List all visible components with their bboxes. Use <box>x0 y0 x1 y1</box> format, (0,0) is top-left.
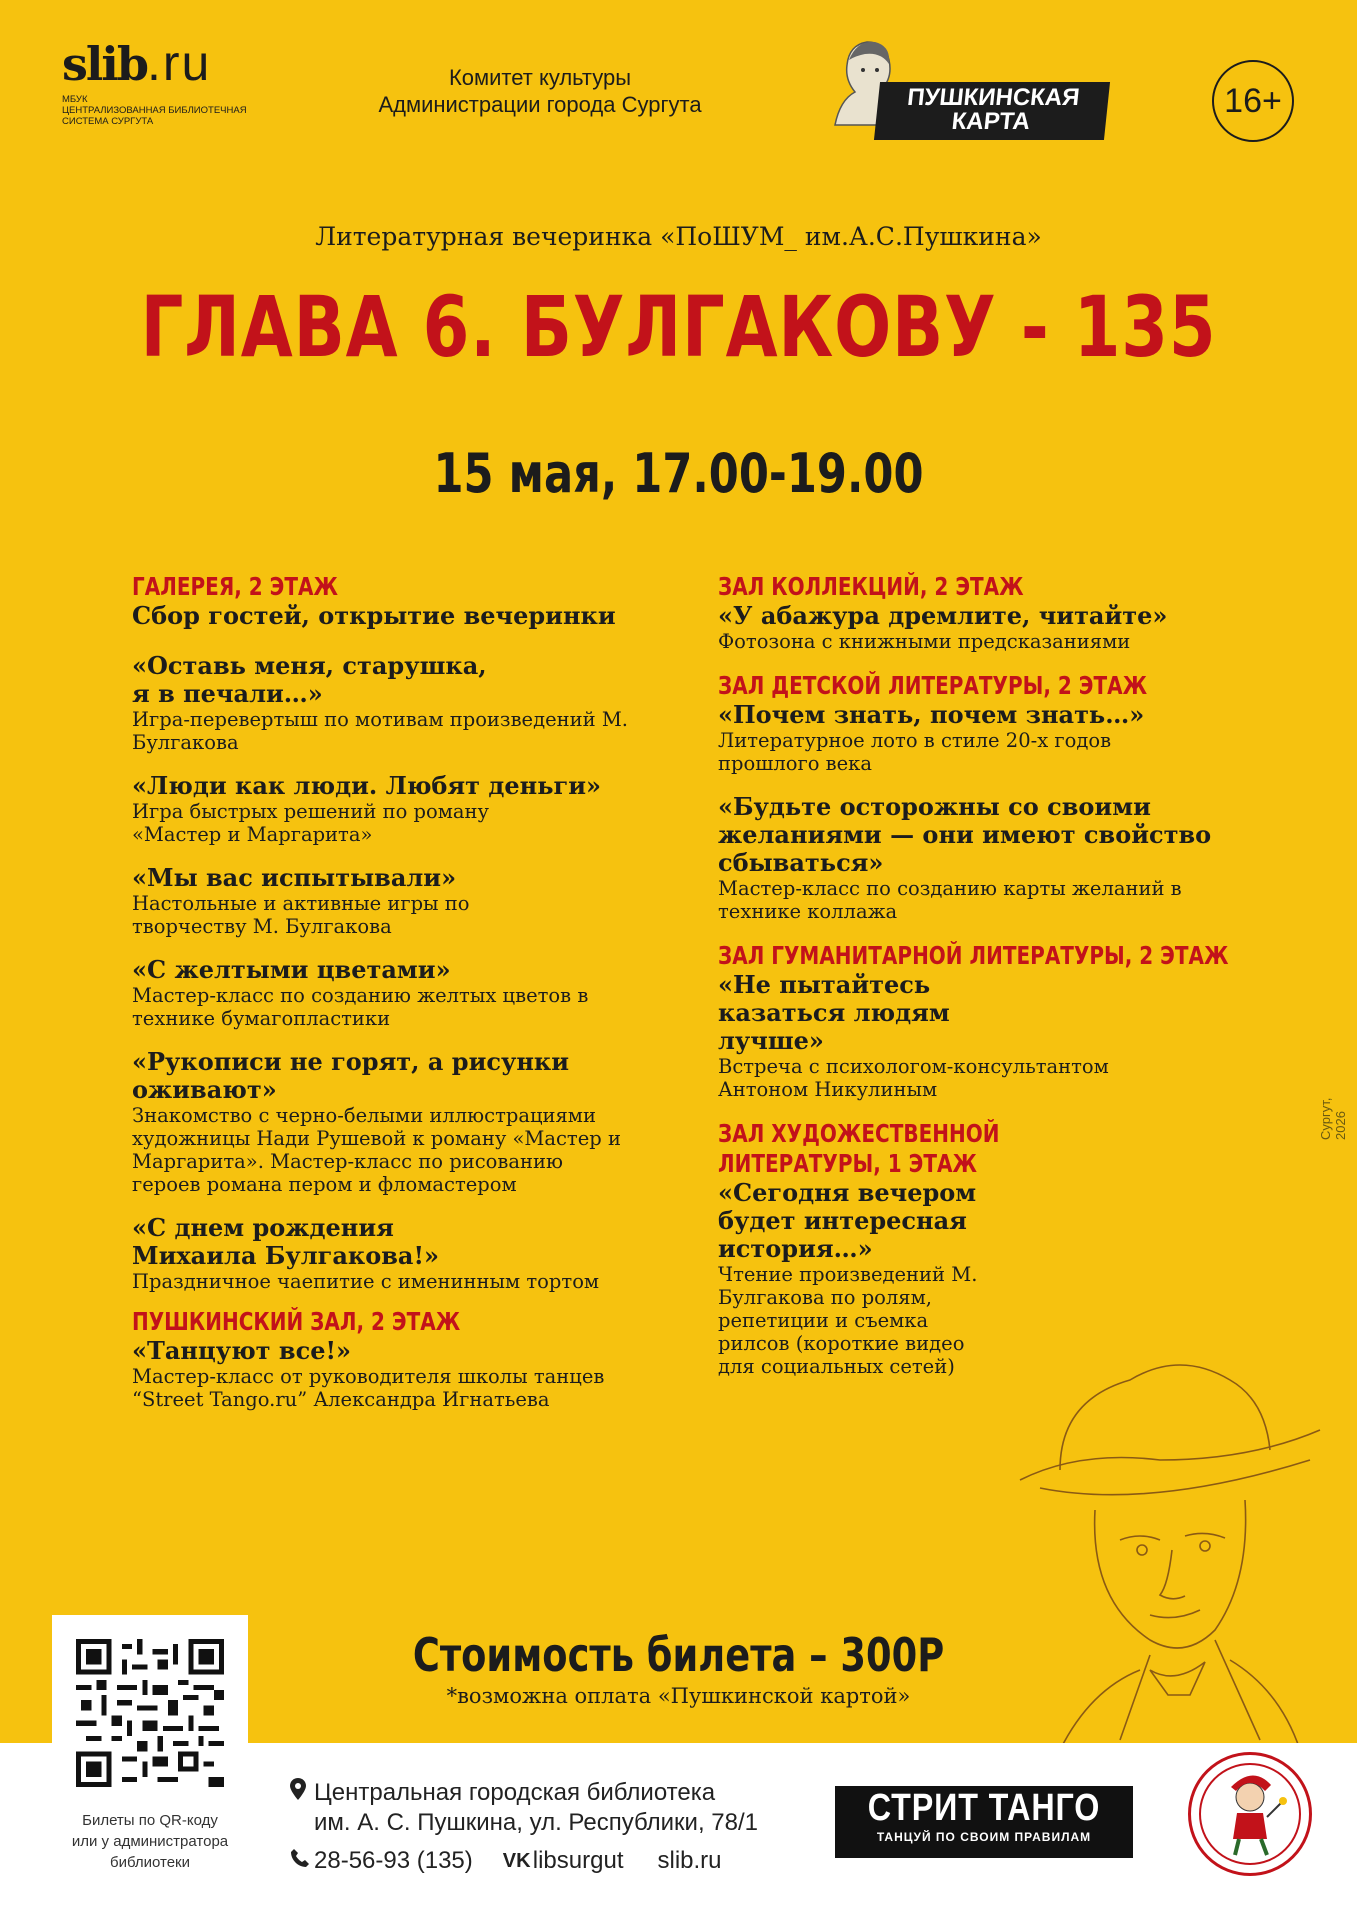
program-item <box>132 864 652 938</box>
program-item-title: «Не пытайтесь казаться людям лучше» <box>718 970 950 1055</box>
program-item-desc: Фотозона с книжными предсказаниями <box>718 630 1131 653</box>
website-link[interactable]: slib.ru <box>657 1847 722 1874</box>
address-line: им. А. С. Пушкина, ул. Республики, 78/1 <box>314 1809 759 1836</box>
program-item <box>718 971 1238 1101</box>
event-opening: Сбор гостей, открытие вечеринки <box>132 601 616 630</box>
program-item <box>132 956 652 1030</box>
program-left-column <box>132 572 652 1429</box>
program-item-desc: Настольные и активные игры по творчеству М. Булгакова <box>132 892 470 938</box>
logo-wordmark: slib.ru <box>62 35 212 91</box>
phone-icon <box>290 1846 314 1876</box>
venue-heading: ЗАЛ ГУМАНИТАРНОЙ ЛИТЕРАТУРЫ, 2 ЭТАЖ <box>718 941 1229 970</box>
pushkin-card-logo <box>805 30 1155 135</box>
program-item <box>718 701 1238 775</box>
vk-handle[interactable]: libsurgut <box>532 1847 624 1874</box>
city-year-note: Сургут, 2026 <box>1318 1097 1348 1140</box>
program-item <box>718 793 1238 923</box>
location-pin-icon <box>290 1778 314 1808</box>
vk-icon: VK <box>502 1850 531 1872</box>
program-item-desc: Мастер-класс от руководителя школы танцев “Street Tango.ru” Александра Игнатьева <box>132 1365 605 1411</box>
pushkin-card-badge: ПУШКИНСКАЯ КАРТА <box>874 82 1110 140</box>
program-item-title: «С днем рождения Михаила Булгакова!» <box>132 1213 440 1270</box>
contacts-row <box>290 1846 758 1876</box>
venue-heading: ГАЛЕРЕЯ, 2 ЭТАЖ <box>132 572 338 601</box>
program-right-column <box>718 572 1238 1396</box>
event-subtitle: Литературная вечеринка «ПоШУМ_ им.А.С.Пушкина» <box>315 222 1042 251</box>
program-item-desc: Литературное лото в стиле 20-х годов прошлого века <box>718 729 1112 775</box>
phone-number[interactable]: 28-56-93 (135) <box>314 1847 473 1874</box>
program-item-title: «Танцуют все!» <box>132 1336 351 1365</box>
program-item-desc: Игра быстрых решений по роману «Мастер и Маргарита» <box>132 800 489 846</box>
program-item-title: «Люди как люди. Любят деньги» <box>132 771 602 800</box>
program-item-desc: Мастер-класс по созданию желтых цветов в технике бумагопластики <box>132 984 589 1030</box>
venue-heading: ПУШКИНСКИЙ ЗАЛ, 2 ЭТАЖ <box>132 1307 461 1336</box>
program-item-title: «Мы вас испытывали» <box>132 863 457 892</box>
program-item-desc: Мастер-класс по созданию карты желаний в технике коллажа <box>718 877 1182 923</box>
address-line: Центральная городская библиотека <box>314 1779 716 1806</box>
program-item-desc: Игра-перевертыш по мотивам произведений М. Булгакова <box>132 708 628 754</box>
program-item <box>132 651 628 754</box>
program-item-title: «У абажура дремлите, читайте» <box>718 601 1168 630</box>
program-item-desc: Чтение произведений М. Булгакова по ролям, репетиции и съемка рилсов (короткие видео для социальных сетей) <box>718 1263 978 1378</box>
tango-slogan: ТАНЦУЙ ПО СВОИМ ПРАВИЛАМ <box>876 1830 1092 1844</box>
age-rating-badge: 16+ <box>1212 60 1294 142</box>
contacts <box>290 1778 758 1876</box>
program-item-desc: Встреча с психологом-консультантом Антоном Никулиным <box>718 1055 1109 1101</box>
qr-panel <box>52 1615 248 1920</box>
partner-shop-logo-icon <box>1188 1752 1312 1876</box>
venue-heading: ЗАЛ ХУДОЖЕСТВЕННОЙ ЛИТЕРАТУРЫ, 1 ЭТАЖ <box>718 1119 1000 1178</box>
committee-caption: Комитет культуры Администрации города Сургута <box>378 65 702 117</box>
event-title: ГЛАВА 6. БУЛГАКОВУ - 135 <box>140 278 1217 376</box>
ticket-price: Стоимость билета – 300Р <box>412 1628 945 1682</box>
program-item <box>132 772 652 846</box>
program-item <box>132 1337 652 1411</box>
program-item <box>132 1214 652 1293</box>
venue-heading: ЗАЛ ДЕТСКОЙ ЛИТЕРАТУРЫ, 2 ЭТАЖ <box>718 671 1148 700</box>
program-item-title: «Сегодня вечером будет интересная история…» <box>718 1178 977 1263</box>
venue-heading: ЗАЛ КОЛЛЕКЦИЙ, 2 ЭТАЖ <box>718 572 1024 601</box>
program-item <box>718 602 1238 653</box>
program-item-title: «Почем знать, почем знать…» <box>718 700 1145 729</box>
qr-caption: Билеты по QR-коду или у администратора библиотеки <box>71 1812 229 1871</box>
program-item-title: «С желтыми цветами» <box>132 955 451 984</box>
program-item-title: «Оставь меня, старушка, я в печали…» <box>132 651 487 708</box>
ticket-price-note: *возможна оплата «Пушкинской картой» <box>446 1684 911 1708</box>
program-item-desc: Праздничное чаепитие с именинным тортом <box>132 1270 600 1293</box>
library-logo <box>62 35 282 148</box>
program-item-title: «Рукописи не горят, а рисунки оживают» <box>132 1047 570 1104</box>
address-row <box>290 1778 758 1838</box>
program-item-title: «Будьте осторожны со своими желаниями — они имеют свойство сбываться» <box>718 792 1212 877</box>
program-item-desc: Знакомство с черно-белыми иллюстрациями художницы Нади Рушевой к роману «Мастер и Маргарита». Мастер-класс по рисованию героев романа пером и фломастером <box>132 1104 621 1196</box>
logo-caption: МБУК ЦЕНТРАЛИЗОВАННАЯ БИБЛИОТЕЧНАЯ СИСТЕМА СУРГУТА <box>62 94 247 127</box>
tango-name: СТРИТ ТАНГО <box>867 1787 1101 1829</box>
event-datetime: 15 мая, 17.00-19.00 <box>433 442 924 505</box>
qr-code-icon[interactable] <box>76 1639 224 1787</box>
program-item <box>132 1048 652 1196</box>
street-tango-logo <box>835 1786 1133 1858</box>
